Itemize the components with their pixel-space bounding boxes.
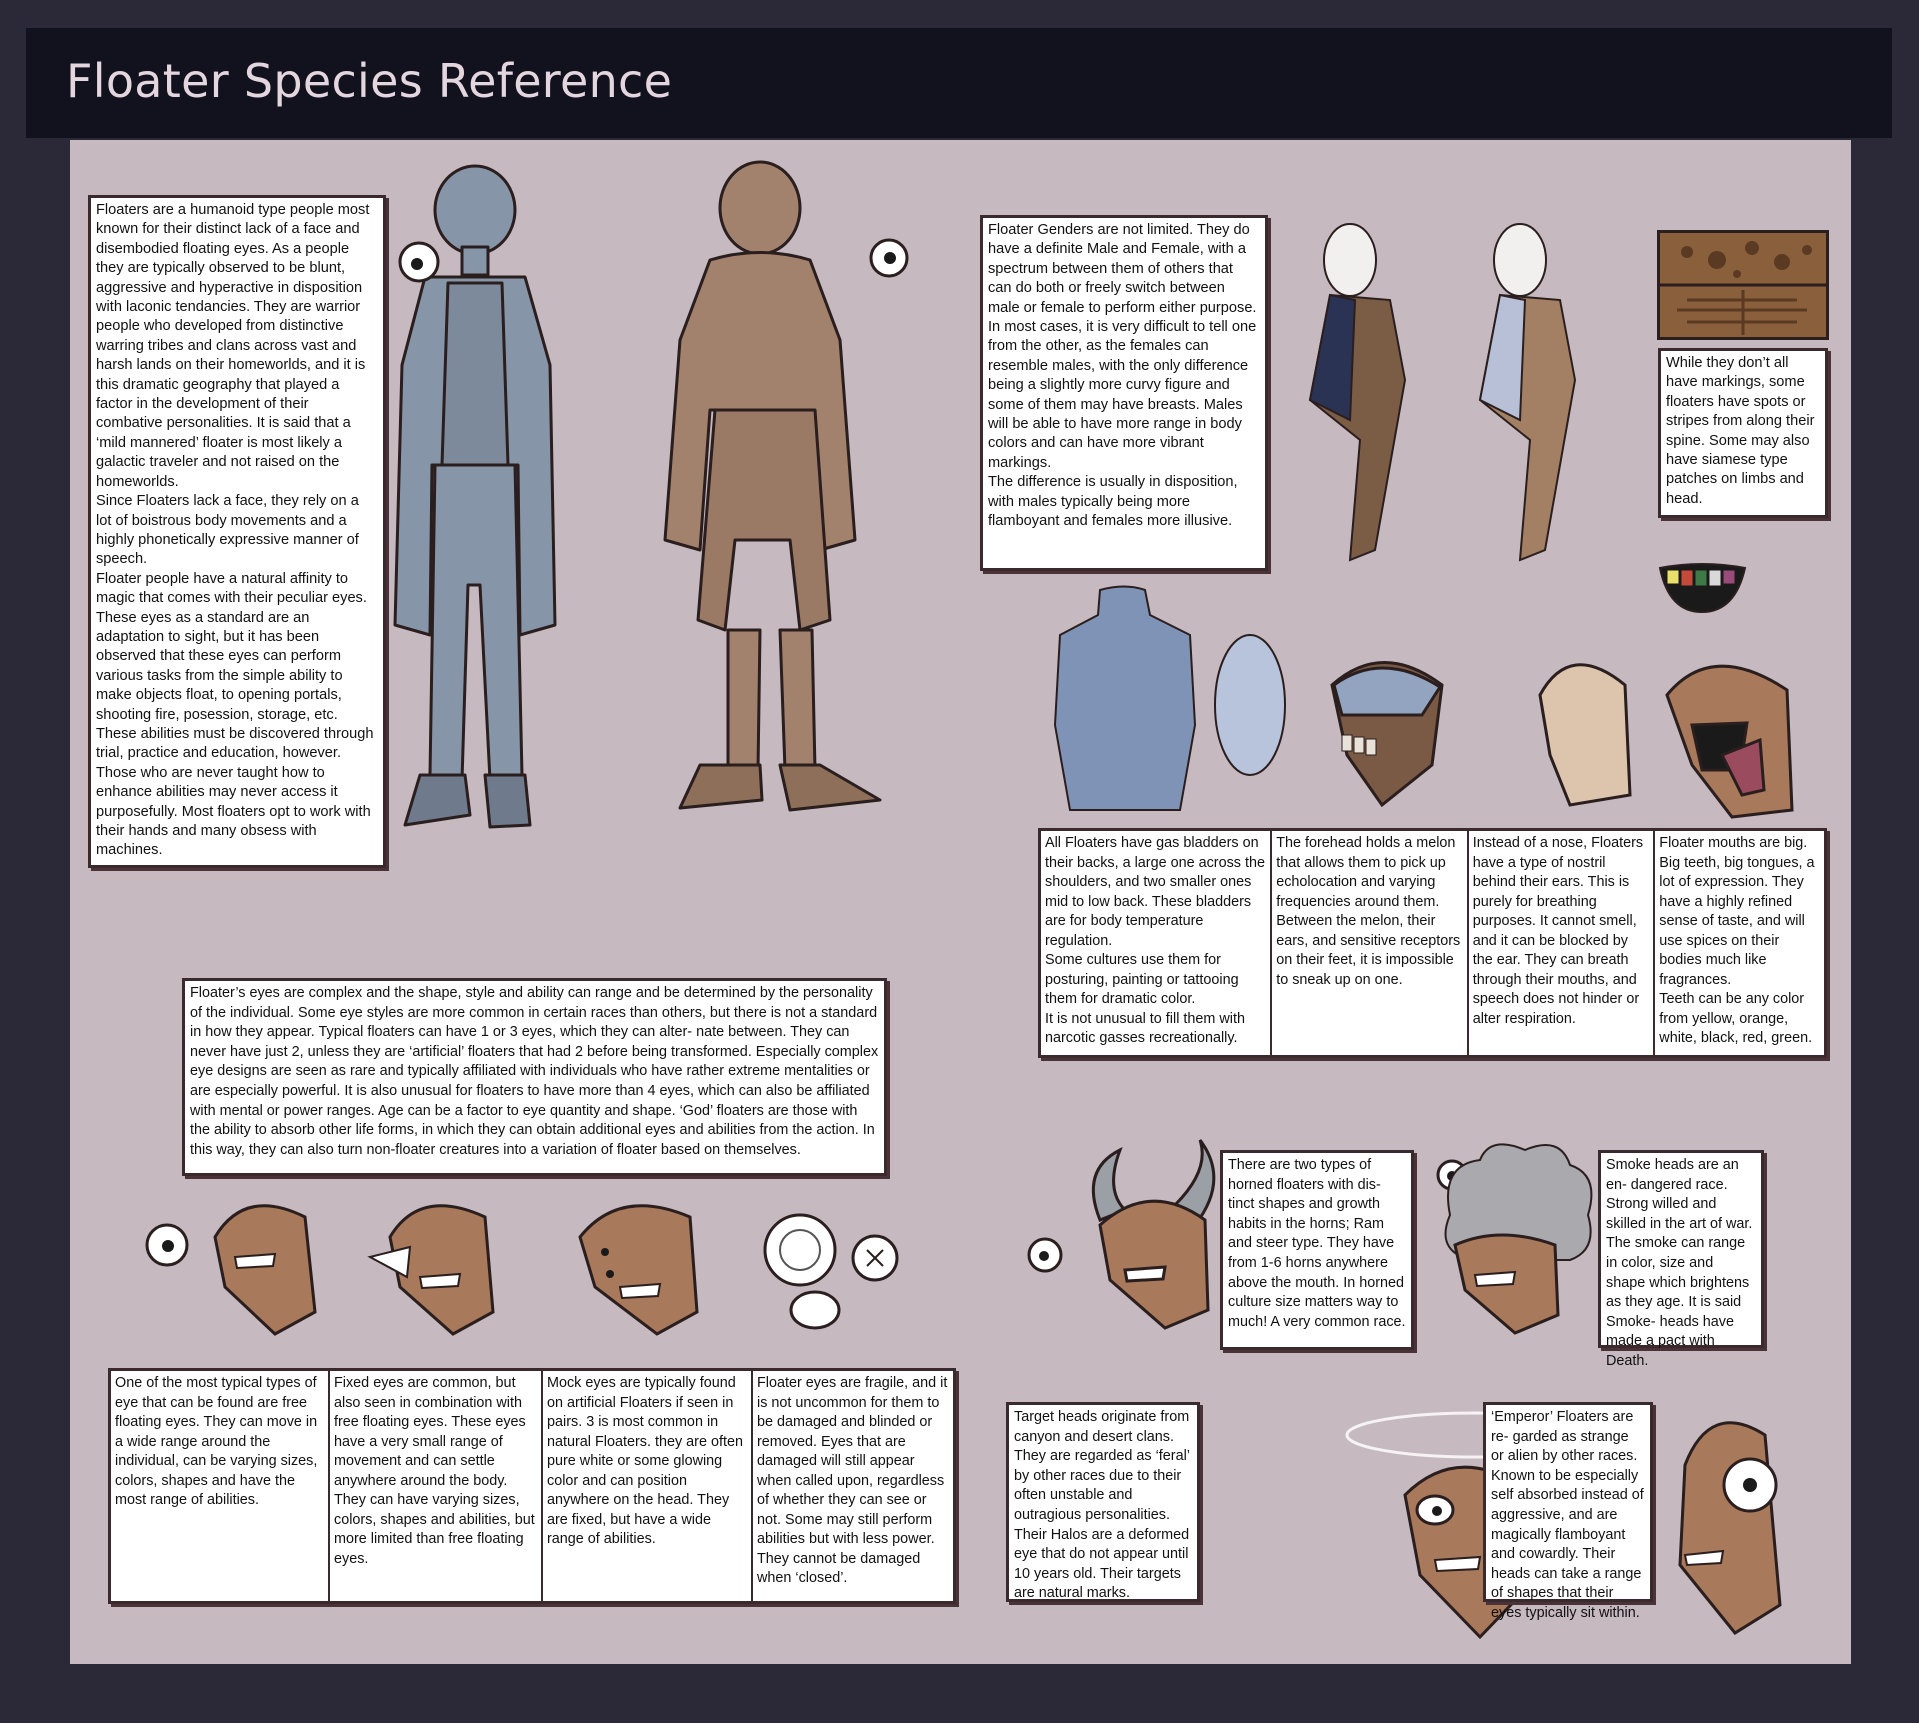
mock-eye-head [565,1192,705,1337]
intro-text-box: Floaters are a humanoid type people most known for their distinct lack of a face and disembodied floating eyes. As a people they are typically observed to be blunt, aggressive and hyperactive in disposition with laconic tendancies. They are warrior people who developed from distinctive warring tribes and clans across vast and harsh lands on their homeworlds, and it is this dramatic geography that played a factor in the development of their combative personalities. It is said that a ‘mild mannered’ floater is most likely a galactic traveler and not raised on the homeworlds. Since Floaters lack a face, they rely on a lot of boistrous body movements and a highly phonetically expressive manner of speech. Floater people have a natural affinity to magic that comes with their peculiar eyes. These eyes as a standard are an adaptation to sight, but it has been observed that these eyes can perform various tasks from the simple ability to make objects float, to opening portals, shooting fire, posession, storage, etc. These abilities must be discovered through trial, practice and education, however. Those who are never taught how to enhance abilities may never access it purposefully. Most floaters opt to work with their hands and many obsess with machines. [88,195,386,868]
page-title: Floater Species Reference [66,54,673,108]
emperor-text-box: ‘Emperor’ Floaters are re- garded as strange or alien by other races. Known to be especially self absorbed instead of aggressive, and are magically flamboyant and cowardly. Their heads can take a range of shapes that their eyes typically sit within. [1483,1402,1653,1602]
mouth-tongue-head [1652,645,1802,820]
genders-text-box: Floater Genders are not limited. They do have a definite Male and Female, with a spectrum between them of others that can do both or freely switch between male or female to perform either purpose. In most cases, it is very difficult to tell one from the other, as the females can resemble males, with the only difference being a slightly more curvy figure and some of them may have breasts. Males will be able to have more range in body colors and can have more vibrant markings. The difference is usually in disposition, with males typically being more flamboyant and females more illusive. [980,215,1268,571]
markings-text-box: While they don’t all have markings, some floaters have spots or stripes from along their spine. Some may also have siamese type patches on limbs and head. [1658,348,1828,518]
free-floating-eye-note: One of the most typical types of eye that can be found are free floating eyes. They can move in a wide range around the individual, can be varying sizes, colors, shapes and have the most range of abilities. [111,1371,330,1601]
smoke-head [1430,1135,1600,1335]
gas-bladder-back-view [1040,585,1290,810]
smoke-text-box: Smoke heads are an en- dangered race. Strong willed and skilled in the art of war. The smoke can range in color, size and shape which brightens as they age. It is said Smoke- heads have made a pact with Death. [1598,1150,1764,1348]
gas-bladder-note: All Floaters have gas bladders on their backs, a large one across the shoulders, and two smaller ones mid to low back. These bladders are for body temperature regulation. Some cultures use them for posturing, painting or tattooing them for dramatic color. It is not unusual to fill them with narcotic gasses recreationally. [1041,831,1272,1055]
damaged-eye-note: Floater eyes are fragile, and it is not uncommon for them to be damaged and blinded or removed. Eyes that are damaged will still appear when called upon, regardless of whether they can see or not. Some may still perform abilities but with less power. They cannot be damaged when ‘closed’. [757,1375,948,1586]
damaged-eyes-icon [755,1210,905,1335]
fixed-eye-head [365,1192,500,1337]
horned-text-box: There are two types of horned floaters with dis- tinct shapes and growth habits in the horns; Ram and steer type. They have from 1-6 horns anywhere above the mouth. In horned culture size matters way to much! A very common race. [1220,1150,1414,1350]
melon-head-illustration [1312,645,1462,810]
eye-types-table [108,1368,956,1604]
free-eye-head [205,1192,320,1337]
floating-eye-icon [142,1220,192,1270]
markings-swatch [1657,230,1829,340]
teeth-illustration [1655,560,1750,615]
anatomy-notes-table [1038,828,1827,1058]
floating-eye-icon [1025,1235,1065,1275]
emperor-head [1655,1405,1790,1635]
horned-head [1080,1140,1220,1330]
mouth-note: Floater mouths are big. Big teeth, big tongues, a lot of expression. They have a highly refined sense of taste, and will use spices on their bodies much like fragrances. Teeth can be any color from yellow, orange, white, black, red, green. [1659,835,1815,1046]
floating-eye-icon [395,238,443,286]
male-female-figures [1280,220,1610,600]
title-bar [26,28,1892,138]
mock-eye-note: Mock eyes are typically found on artificial Floaters if seen in pairs. 3 is most common in natural Floaters. they are often pure white or some glowing color and can position anywhere on the head. They are fixed, but have a wide range of abilities. [543,1371,753,1601]
eyes-text-box: Floater’s eyes are complex and the shape, style and ability can range and be determined by the personality of the individual. Some eye styles are more common in certain races than others, but there is not a standard in how they appear. Typical floaters can have 1 or 3 eyes, which they can alter- nate between. They can never have just 2, unless they are ‘artificial’ floaters that had 2 before being transformed. Especially complex eye designs are seen as rare and typically affiliated with individuals who have rather extreme mentalities or are especially powerful. It is also unusual for floaters to have more than 4 eyes, which can also be affiliated with mental or power ranges. Age can be a factor to eye quantity and shape. ‘God’ floaters are those with the ability to absorb other life forms, in which they can obtain additional eyes and abilities from the action. In this way, they can also turn non-floater creatures into a variation of floater based on themselves. [182,978,887,1176]
nostril-note: Instead of a nose, Floaters have a type of nostril behind their ears. This is purely for breathing purposes. It cannot smell, and it can be blocked by the ear. They can breath through their mouths, and speech does not hinder or alter respiration. [1469,831,1656,1055]
ear-nostril-head [1510,645,1650,810]
melon-note: The forehead holds a melon that allows them to pick up echolocation and varying frequencies around them. Between the melon, their ears, and sensitive receptors on their feet, it is impossible to sneak up on one. [1272,831,1469,1055]
brown-floater-figure [640,160,970,860]
fixed-eye-note: Fixed eyes are common, but also seen in combination with free floating eyes. These eyes have a very small range of movement and can settle anywhere around the body. They can have varying sizes, colors, shapes and abilities, but more limited than free floating eyes. [330,1371,543,1601]
target-text-box: Target heads originate from canyon and desert clans. They are regarded as ‘feral’ by other races due to their often unstable and outragious personalities. Their Halos are a deformed eye that do not appear until 10 years old. Their targets are natural marks. [1006,1402,1200,1602]
floating-eye-icon [866,235,912,281]
